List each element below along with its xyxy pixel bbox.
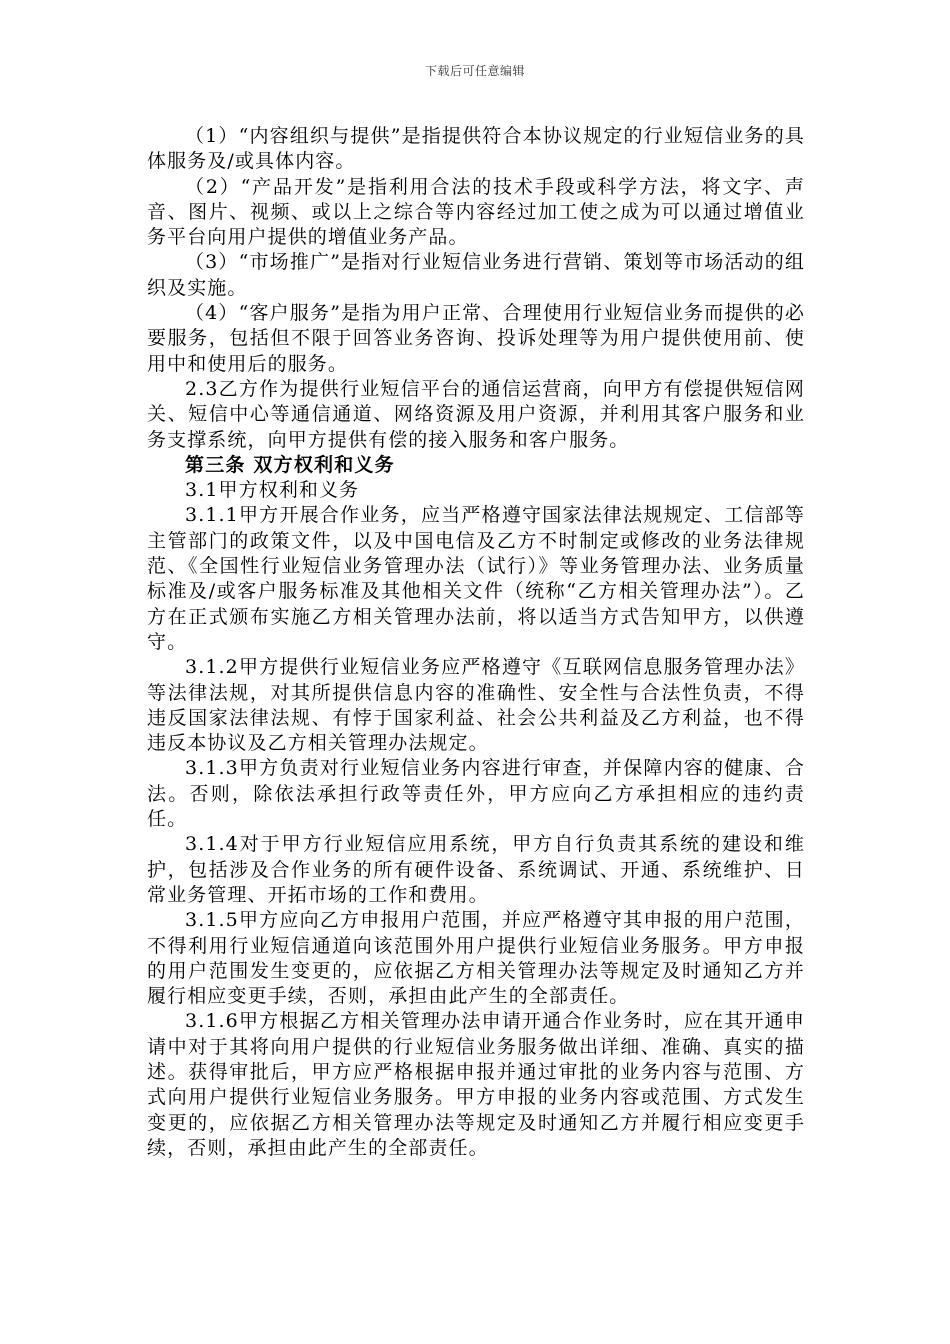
article-3-heading: 第三条 双方权利和义务 xyxy=(185,453,395,476)
clause-3-1-4: 3.1.4对于甲方行业短信应用系统，甲方自行负责其系统的建设和维护，包括涉及合作业务的所有硬件设备、系统调试、开通、系统维护、日常业务管理、开拓市场的工作和费用。 xyxy=(147,833,805,906)
definition-product-development: （2）“产品开发”是指利用合法的技术手段或科学方法，将文字、声音、图片、视频、或以上之综合等内容经过加工使之成为可以通过增值业务平台向用户提供的增值业务产品。 xyxy=(147,175,805,249)
clause-3-1-2: 3.1.2甲方提供行业短信业务应严格遵守《互联网信息服务管理办法》等法律法规，对其所提供信息内容的准确性、安全性与合法性负责，不得违反国家法律法规、有悖于国家利益、社会公共利益及乙方利益，也不得违反本协议及乙方相关管理办法规定。 xyxy=(147,656,805,755)
definition-customer-service: （4）“客户服务”是指为用户正常、合理使用行业短信业务而提供的必要服务，包括但不限于回答业务咨询、投诉处理等为用户提供使用前、使用中和使用后的服务。 xyxy=(147,302,805,375)
clause-3-1-3: 3.1.3甲方负责对行业短信业务内容进行审查，并保障内容的健康、合法。否则，除依法承担行政等责任外，甲方应向乙方承担相应的违约责任。 xyxy=(147,757,805,831)
page-header: 下载后可任意编辑 xyxy=(424,64,525,78)
clause-3-1-1: 3.1.1甲方开展合作业务，应当严格遵守国家法律法规规定、工信部等主管部门的政策文件，以及中国电信及乙方不时制定或修改的业务法律规范、《全国性行业短信业务管理办法（试行）》等业务管理办法、业务质量标准及/或客户服务标准及其他相关文件（统称“乙方相关管理办法”）。乙方在正式颁布实施乙方相关管理办法前，将以适当方式告知甲方，以供遵守。 xyxy=(147,504,805,653)
clause-2-3: 2.3乙方作为提供行业短信平台的通信运营商，向甲方有偿提供短信网关、短信中心等通信通道、网络资源及用户资源，并利用其客户服务和业务支撑系统，向甲方提供有偿的接入服务和客户服务。 xyxy=(147,377,805,451)
clause-3-1-5: 3.1.5甲方应向乙方申报用户范围，并应严格遵守其申报的用户范围，不得利用行业短信通道向该范围外用户提供行业短信业务服务。甲方申报的用户范围发生变更的，应依据乙方相关管理办法等规定及时通知乙方并履行相应变更手续，否则，承担由此产生的全部责任。 xyxy=(147,909,805,1008)
definition-market-promotion: （3）“市场推广”是指对行业短信业务进行营销、策划等市场活动的组织及实施。 xyxy=(147,251,805,299)
definition-content-provision: （1）“内容组织与提供”是指提供符合本协议规定的行业短信业务的具体服务及/或具体内容。 xyxy=(147,125,805,173)
clause-3-1-6: 3.1.6甲方根据乙方相关管理办法申请开通合作业务时，应在其开通申请中对于其将向用户提供的行业短信业务服务做出详细、准确、真实的描述。获得审批后，甲方应严格根据申报并通过审批的业务内容与范围、方式向用户提供行业短信业务服务。甲方申报的业务内容或范围、方式发生变更的，应依据乙方相关管理办法等规定及时通知乙方并履行相应变更手续，否则，承担由此产生的全部责任。 xyxy=(147,1010,805,1159)
document-body xyxy=(147,124,805,1161)
clause-3-1: 3.1甲方权利和义务 xyxy=(185,479,360,502)
